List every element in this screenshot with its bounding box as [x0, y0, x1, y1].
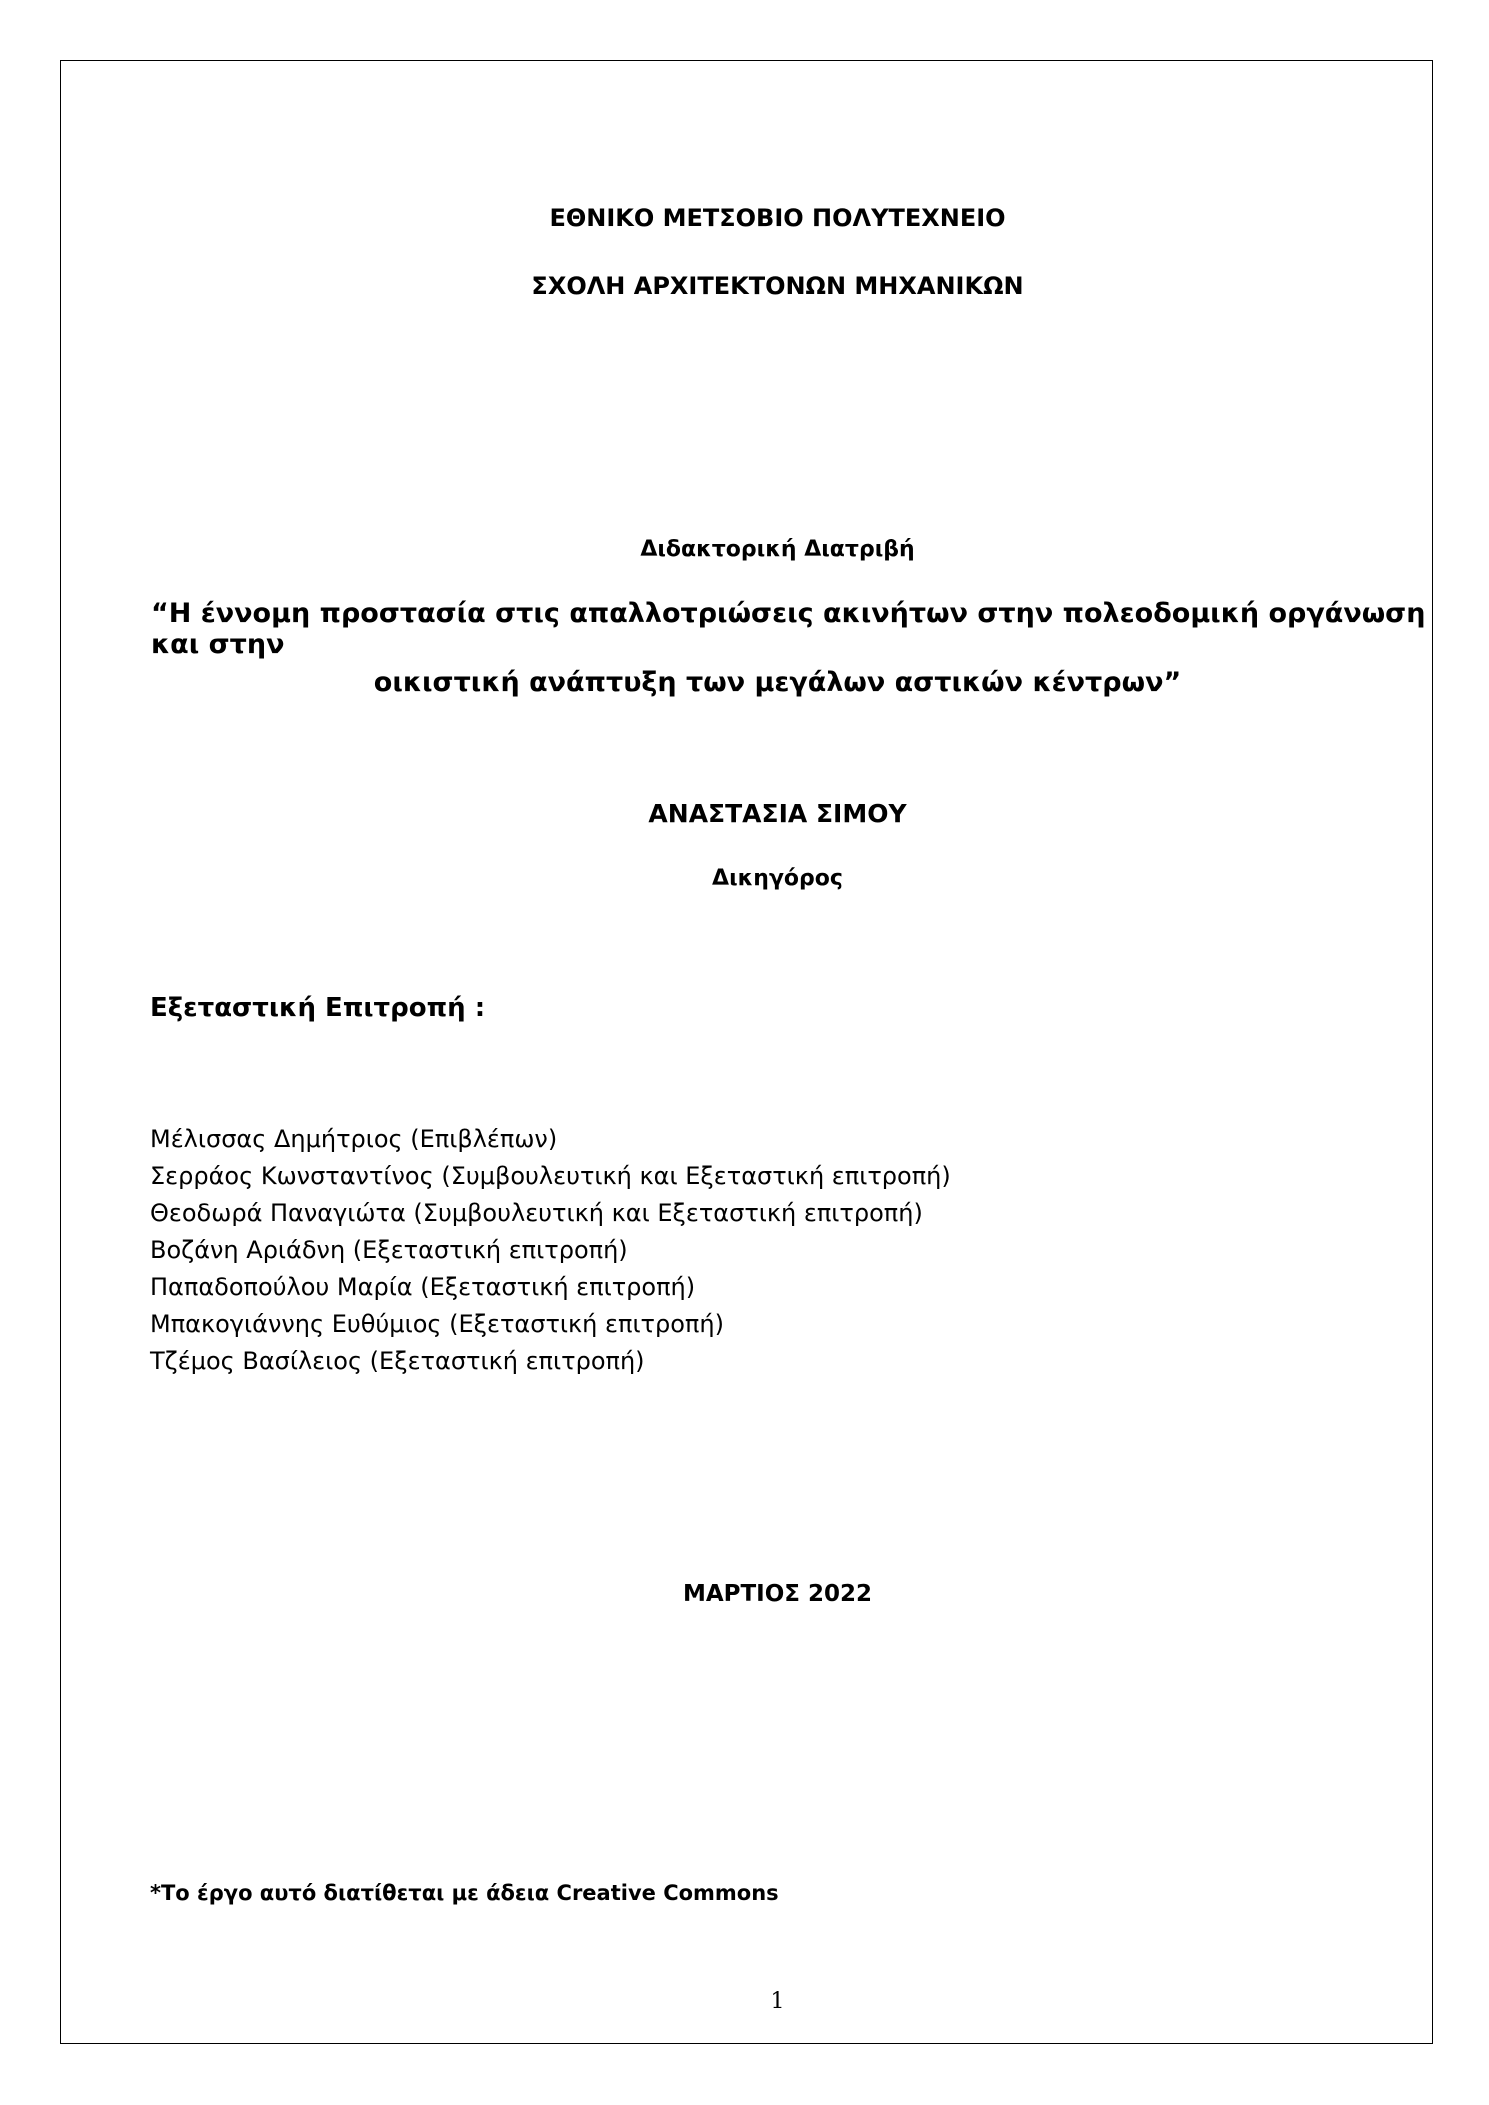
author-name: ΑΝΑΣΤΑΣΙΑ ΣΙΜΟΥ: [648, 799, 907, 828]
school-name: ΣΧΟΛΗ ΑΡΧΙΤΕΚΤΟΝΩΝ ΜΗΧΑΝΙΚΩΝ: [531, 272, 1024, 300]
page-border: [60, 60, 1433, 2044]
committee-member: Θεοδωρά Παναγιώτα (Συμβουλευτική και Εξεταστική επιτροπή): [150, 1199, 923, 1227]
submission-date: ΜΑΡΤΙΟΣ 2022: [682, 1581, 873, 1607]
committee-member: Βοζάνη Αριάδνη (Εξεταστική επιτροπή): [150, 1236, 628, 1264]
document-type: Διδακτορική Διατριβή: [640, 537, 915, 562]
page-number: 1: [770, 1989, 785, 2014]
committee-member: Μέλισσας Δημήτριος (Επιβλέπων): [150, 1125, 558, 1153]
committee-member: Τζέμος Βασίλειος (Εξεταστική επιτροπή): [150, 1347, 645, 1375]
institution-name: ΕΘΝΙΚΟ ΜΕΤΣΟΒΙΟ ΠΟΛΥΤΕΧΝΕΙΟ: [549, 204, 1006, 232]
author-profession: Δικηγόρος: [712, 866, 843, 891]
thesis-title-line-1: “Η έννομη προστασία στις απαλλοτριώσεις ακινήτων στην πολεοδομική οργάνωση και στην: [151, 598, 1426, 660]
committee-member: Μπακογιάννης Ευθύμιος (Εξεταστική επιτροπή): [150, 1310, 724, 1338]
committee-heading: Εξεταστική Επιτροπή :: [150, 993, 486, 1023]
committee-member: Σερράος Κωνσταντίνος (Συμβουλευτική και Εξεταστική επιτροπή): [150, 1162, 951, 1190]
committee-member: Παπαδοπούλου Μαρία (Εξεταστική επιτροπή): [150, 1273, 696, 1301]
committee-member-list: [150, 1121, 951, 1380]
license-note: *Το έργο αυτό διατίθεται με άδεια Creative Commons: [150, 1881, 779, 1905]
thesis-title-line-2: οικιστική ανάπτυξη των μεγάλων αστικών κέντρων”: [373, 667, 1182, 698]
